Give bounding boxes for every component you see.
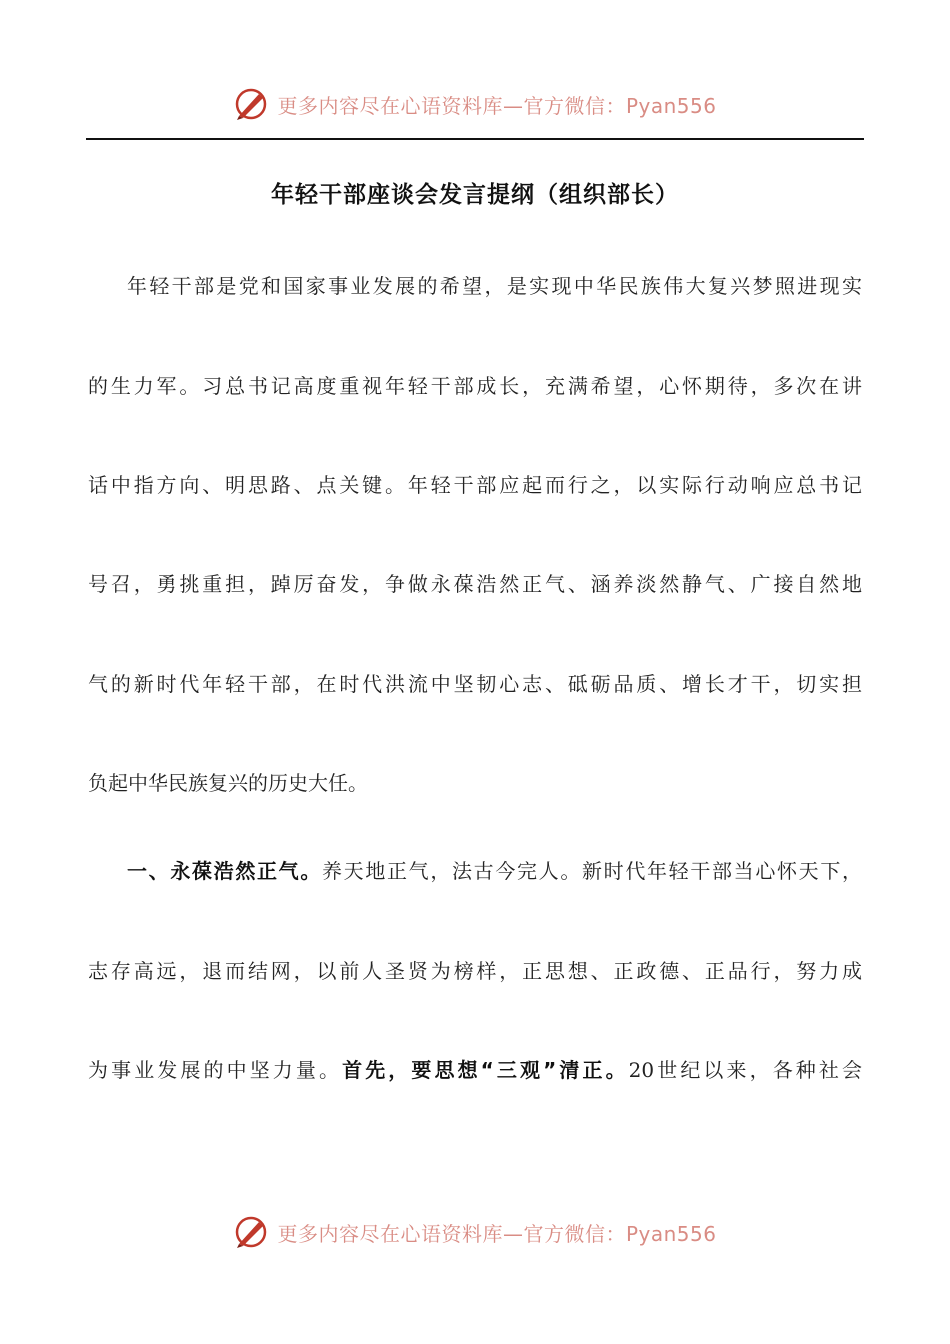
- banner-text: 更多内容尽在心语资料库—官方微信：Pyan556: [277, 1221, 717, 1246]
- section-heading-line: [127, 851, 862, 891]
- paragraph-line: 年轻干部是党和国家事业发展的希望，是实现中华民族伟大复兴梦照进现实: [127, 274, 862, 298]
- subpoint-heading: 首先，要思想“三观”清正。: [342, 1058, 629, 1082]
- paragraph-line: 气的新时代年轻干部，在时代洪流中坚韧心志、砥砺品质、增长才干，切实担: [88, 672, 862, 696]
- header-rule: [86, 138, 864, 140]
- banner-text: 更多内容尽在心语资料库—官方微信：Pyan556: [277, 93, 717, 118]
- paragraph-line: 的生力军。习总书记高度重视年轻干部成长，充满希望，心怀期待，多次在讲: [88, 374, 862, 398]
- footer-banner: [0, 1210, 950, 1254]
- paragraph-line: 负起中华民族复兴的历史大任。: [88, 771, 368, 795]
- pen-logo-icon: [233, 86, 269, 122]
- pen-logo-icon: [233, 1214, 269, 1250]
- paragraph-text: 为事业发展的中坚力量。: [88, 1058, 343, 1082]
- paragraph-text: 20世纪以来，各种社会: [628, 1058, 863, 1082]
- header-banner: [0, 82, 950, 126]
- document-title: 年轻干部座谈会发言提纲（组织部长）: [271, 182, 679, 208]
- paragraph-text: 养天地正气，法古今完人。新时代年轻干部当心怀天下，: [322, 859, 862, 883]
- paragraph-line: [88, 1050, 862, 1090]
- paragraph-line: 志存高远，退而结网，以前人圣贤为榜样，正思想、正政德、正品行，努力成: [88, 959, 862, 983]
- section-heading: 一、永葆浩然正气。: [127, 859, 322, 883]
- paragraph-line: 号召，勇挑重担，踔厉奋发，争做永葆浩然正气、涵养淡然静气、广接自然地: [88, 572, 862, 596]
- paragraph-line: 话中指方向、明思路、点关键。年轻干部应起而行之，以实际行动响应总书记: [88, 473, 862, 497]
